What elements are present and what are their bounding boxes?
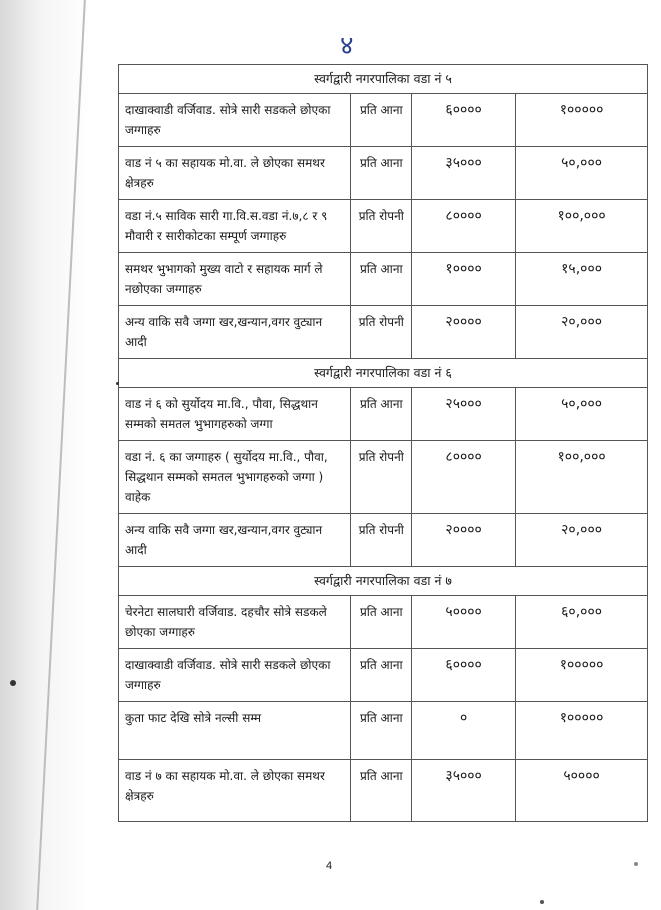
section-header-ward-5: [119, 65, 648, 94]
table-row: [119, 94, 648, 147]
table-row: [119, 702, 648, 760]
land-rate-table: [118, 64, 648, 822]
page-number: 4: [326, 860, 333, 872]
table-row: [119, 147, 648, 200]
scan-speck: [116, 382, 119, 385]
row-description: कुता फाट देखि सोत्रे नल्सी सम्म: [119, 702, 351, 760]
row-rate-min: ३५०००: [412, 147, 516, 200]
scan-speck: [10, 680, 16, 686]
row-unit: प्रति रोपनी: [351, 514, 412, 567]
table-row: [119, 760, 648, 822]
row-rate-max: १५,०००: [516, 253, 648, 306]
row-rate-min: ३५०००: [412, 760, 516, 822]
section-title: स्वर्गद्वारी नगरपालिका वडा नं ६: [119, 359, 648, 388]
table-row: [119, 514, 648, 567]
row-rate-min: २५०००: [412, 388, 516, 441]
row-rate-max: १००,०००: [516, 441, 648, 514]
table-row: [119, 441, 648, 514]
row-description: अन्य वाकि सवै जग्गा खर,खन्यान,वगर वुट्यान आदी: [119, 514, 351, 567]
row-description: दाखाक्वाडी वर्जिवाड. सोत्रे सारी सडकले छोएका जग्गाहरु: [119, 94, 351, 147]
row-unit: प्रति आना: [351, 94, 412, 147]
row-rate-min: १००००: [412, 253, 516, 306]
row-description: वाड नं ७ का सहायक मो.वा. ले छोएका समथर क्षेत्रहरु: [119, 760, 351, 822]
row-rate-min: २००००: [412, 514, 516, 567]
table-row: [119, 306, 648, 359]
row-rate-max: १००,०००: [516, 200, 648, 253]
row-description: वडा नं. ६ का जग्गाहरु ( सुर्योदय मा.वि., पौवा, सिद्धथान सम्मको समतल भुभागहरुको जग्गा ) वाहेक: [119, 441, 351, 514]
row-unit: प्रति आना: [351, 147, 412, 200]
row-unit: प्रति आना: [351, 760, 412, 822]
table-row: [119, 388, 648, 441]
row-description: चेरनेटा सालघारी वर्जिवाड. दहचौर सोत्रे सडकले छोएका जग्गाहरु: [119, 596, 351, 649]
table-row: [119, 253, 648, 306]
row-rate-min: ८००००: [412, 200, 516, 253]
row-rate-min: ०: [412, 702, 516, 760]
row-rate-max: १०००००: [516, 94, 648, 147]
row-rate-min: ५००००: [412, 596, 516, 649]
row-rate-max: ६०,०००: [516, 596, 648, 649]
row-description: वाड नं ५ का सहायक मो.वा. ले छोएका समथर क्षेत्रहरु: [119, 147, 351, 200]
table-row: [119, 649, 648, 702]
row-rate-min: २००००: [412, 306, 516, 359]
section-header-ward-6: [119, 359, 648, 388]
handwritten-page-mark: ४: [340, 31, 354, 61]
scan-speck: [634, 862, 638, 866]
row-unit: प्रति रोपनी: [351, 441, 412, 514]
scan-speck: [540, 900, 544, 904]
row-rate-max: ५०,०००: [516, 388, 648, 441]
table-row: [119, 596, 648, 649]
row-rate-min: ६००००: [412, 649, 516, 702]
row-description: समथर भुभागको मुख्य वाटो र सहायक मार्ग ले नछोएका जग्गाहरु: [119, 253, 351, 306]
row-unit: प्रति रोपनी: [351, 200, 412, 253]
row-rate-max: १०००००: [516, 649, 648, 702]
section-title: स्वर्गद्वारी नगरपालिका वडा नं ५: [119, 65, 648, 94]
row-rate-min: ८००००: [412, 441, 516, 514]
row-unit: प्रति आना: [351, 253, 412, 306]
row-unit: प्रति आना: [351, 702, 412, 760]
row-description: दाखाक्वाडी वर्जिवाड. सोत्रे सारी सडकले छोएका जग्गाहरु: [119, 649, 351, 702]
row-description: अन्य वाकि सवै जग्गा खर,खन्यान,वगर वुट्यान आदी: [119, 306, 351, 359]
row-rate-max: १०००००: [516, 702, 648, 760]
row-rate-max: २०,०००: [516, 306, 648, 359]
row-unit: प्रति रोपनी: [351, 306, 412, 359]
table-row: [119, 200, 648, 253]
row-unit: प्रति आना: [351, 596, 412, 649]
section-header-ward-7: [119, 567, 648, 596]
row-unit: प्रति आना: [351, 388, 412, 441]
row-rate-max: ५०,०००: [516, 147, 648, 200]
section-title: स्वर्गद्वारी नगरपालिका वडा नं ७: [119, 567, 648, 596]
row-rate-max: २०,०००: [516, 514, 648, 567]
row-rate-max: ५००००: [516, 760, 648, 822]
row-rate-min: ६००००: [412, 94, 516, 147]
row-unit: प्रति आना: [351, 649, 412, 702]
row-description: वडा नं.५ साविक सारी गा.वि.स.वडा नं.७,८ र ९ मौवारी र सारीकोटका सम्पूर्ण जग्गाहरु: [119, 200, 351, 253]
row-description: वाड नं ६ को सुर्योदय मा.वि., पौवा, सिद्धथान सम्मको समतल भुभागहरुको जग्गा: [119, 388, 351, 441]
